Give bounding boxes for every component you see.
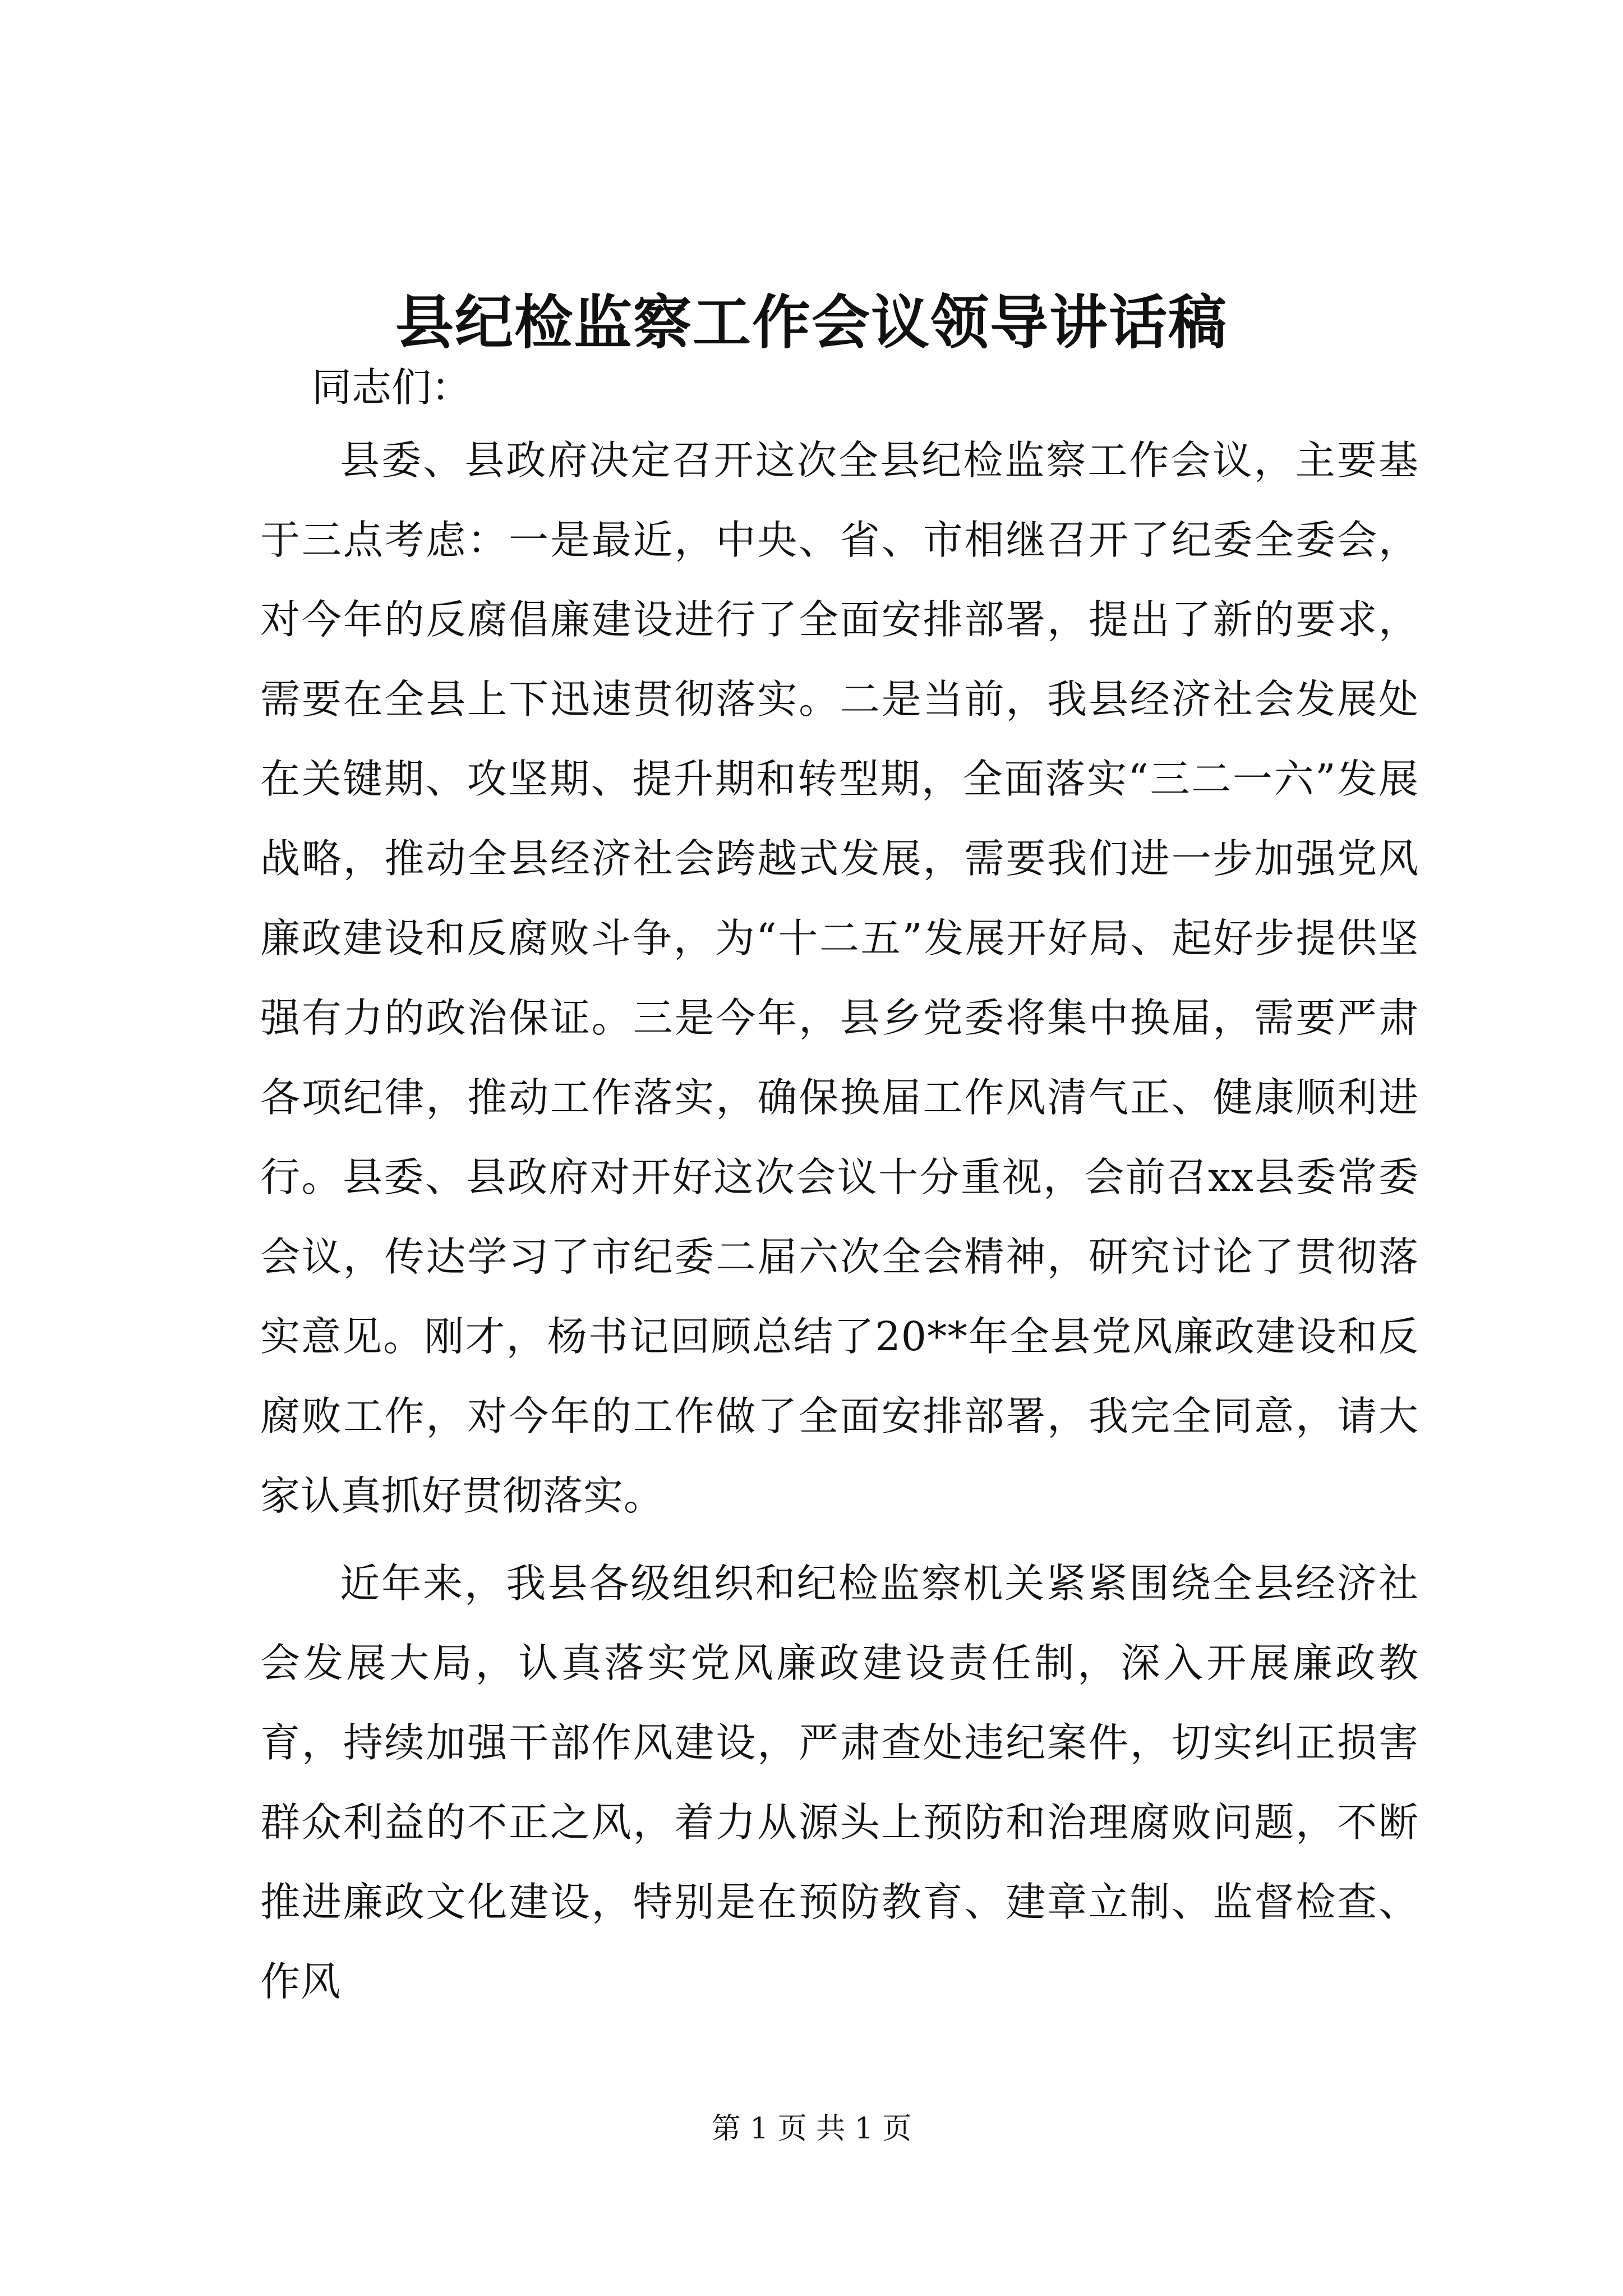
page-number-footer: 第 1 页 共 1 页 <box>711 2112 912 2146</box>
salutation: 同志们： <box>312 364 472 411</box>
document-body <box>260 355 1419 2022</box>
document-title: 县纪检监察工作会议领导讲话稿 <box>395 288 1228 357</box>
paragraph-2: 近年来，我县各级组织和纪检监察机关紧紧围绕全县经济社会发展大局，认真落实党风廉政建设责任制，深入开展廉政教育，持续加强干部作风建设，严肃查处违纪案件，切实纠正损害群众利益的不正之风，着力从源头上预防和治理腐败问题，不断推进廉政文化建设，特别是在预防教育、建章立制、监督检查、作风 <box>260 1560 1419 2005</box>
paragraph-1: 县委、县政府决定召开这次全县纪检监察工作会议，主要基于三点考虑：一是最近，中央、省、市相继召开了纪委全委会，对今年的反腐倡廉建设进行了全面安排部署，提出了新的要求，需要在全县上下迅速贯彻落实。二是当前，我县经济社会发展处在关键期、攻坚期、提升期和转型期，全面落实“三二一六”发展战略，推动全县经济社会跨越式发展，需要我们进一步加强党风廉政建设和反腐败斗争，为“十二五”发展开好局、起好步提供坚强有力的政治保证。三是今年，县乡党委将集中换届，需要严肃各项纪律，推动工作落实，确保换届工作风清气正、健康顺利进行。县委、县政府对开好这次会议十分重视，会前召xx县委常委会议，传达学习了市纪委二届六次全会精神，研究讨论了贯彻落实意见。刚才，杨书记回顾总结了20**年全县党风廉政建设和反腐败工作，对今年的工作做了全面安排部署，我完全同意，请大家认真抓好贯彻落实。 <box>260 437 1419 1519</box>
